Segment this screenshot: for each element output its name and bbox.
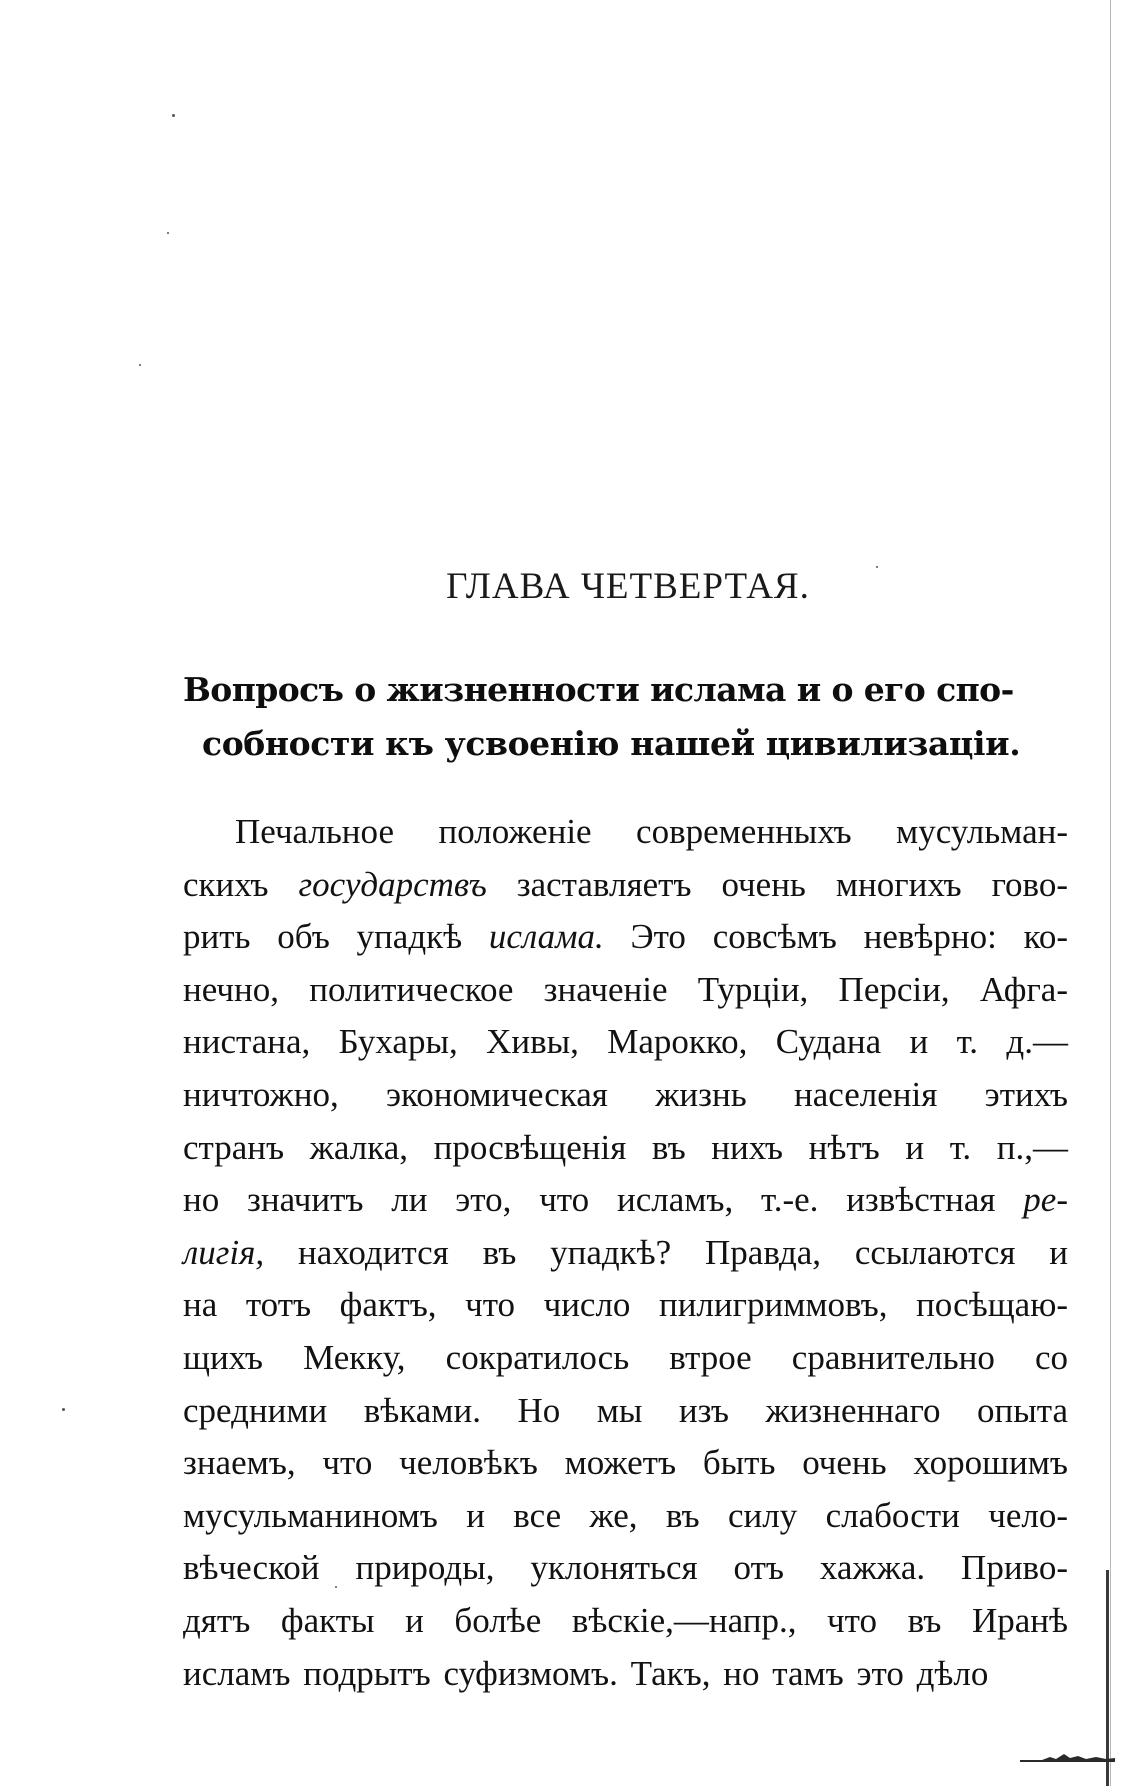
section-title-line: собности къ усвоенію нашей цивилизаціи. — [202, 724, 1021, 763]
text-line: щихъ Мекку, сократилось втрое сравнительно со — [183, 1337, 1068, 1377]
text-line: мусульманиномъ и все же, въ силу слабости чело- — [183, 1495, 1068, 1535]
text-line: нечно, политическое значеніе Турціи, Персіи, Афга- — [183, 969, 1068, 1009]
text-run: Это совсѣмъ невѣрно: ко- — [603, 917, 1068, 957]
text-line: исламъ подрытъ суфизмомъ. Такъ, но тамъ это дѣло — [183, 1653, 989, 1693]
text-line: вѣческой природы, уклоняться отъ хажжа. Приво- — [183, 1548, 1068, 1588]
text-line: знаемъ, что человѣкъ можетъ быть очень хорошимъ — [183, 1443, 1068, 1483]
text-line: странъ жалка, просвѣщенія въ нихъ нѣтъ и т. п.,— — [183, 1127, 1068, 1167]
italic-run: лигія, — [183, 1232, 265, 1272]
text-run: заставляетъ очень многихъ гово- — [486, 864, 1068, 904]
section-title — [183, 663, 1020, 771]
text-line: ничтожно, экономическая жизнь населенія этихъ — [183, 1074, 1068, 1114]
text-line — [183, 911, 1068, 964]
text-line: Печальное положеніе современныхъ мусульман- — [235, 812, 1068, 851]
chapter-heading: ГЛАВА ЧЕТВЕРТАЯ. — [446, 566, 810, 607]
text-line — [183, 1227, 1068, 1280]
corner-ink-mark — [1020, 1744, 1115, 1764]
body-paragraph — [183, 806, 1068, 1700]
text-line: средними вѣками. Но мы изъ жизненнаго опыта — [183, 1390, 1068, 1430]
paper-speck — [172, 114, 175, 117]
text-run: но значитъ ли это, что исламъ, т.-е. извѣстная — [183, 1180, 1024, 1220]
text-line: на тотъ фактъ, что число пилигриммовъ, посѣщаю- — [183, 1285, 1068, 1325]
text-line: дятъ факты и болѣе вѣскіе,—напр., что въ Иранѣ — [183, 1600, 1068, 1640]
ink-smudge — [1020, 1754, 1115, 1762]
italic-run: ислама. — [488, 917, 604, 957]
paper-speck — [167, 232, 169, 234]
paper-speck — [62, 1408, 65, 1411]
paper-speck — [139, 364, 141, 366]
italic-run: ре- — [1023, 1180, 1068, 1220]
text-line: нистана, Бухары, Хивы, Марокко, Судана и т. д.— — [183, 1022, 1068, 1062]
text-run: находится въ упадкѣ? Правда, ссылаются и — [264, 1232, 1068, 1272]
section-title-line: Вопросъ о жизненности ислама и о его спо- — [183, 670, 1014, 709]
page-edge-line — [1110, 0, 1111, 1786]
text-line — [183, 859, 1068, 912]
italic-run: государствъ — [298, 864, 487, 904]
text-run: рить объ упадкѣ — [183, 917, 489, 957]
text-line — [183, 1174, 1068, 1227]
text-run: скихъ — [183, 864, 299, 904]
